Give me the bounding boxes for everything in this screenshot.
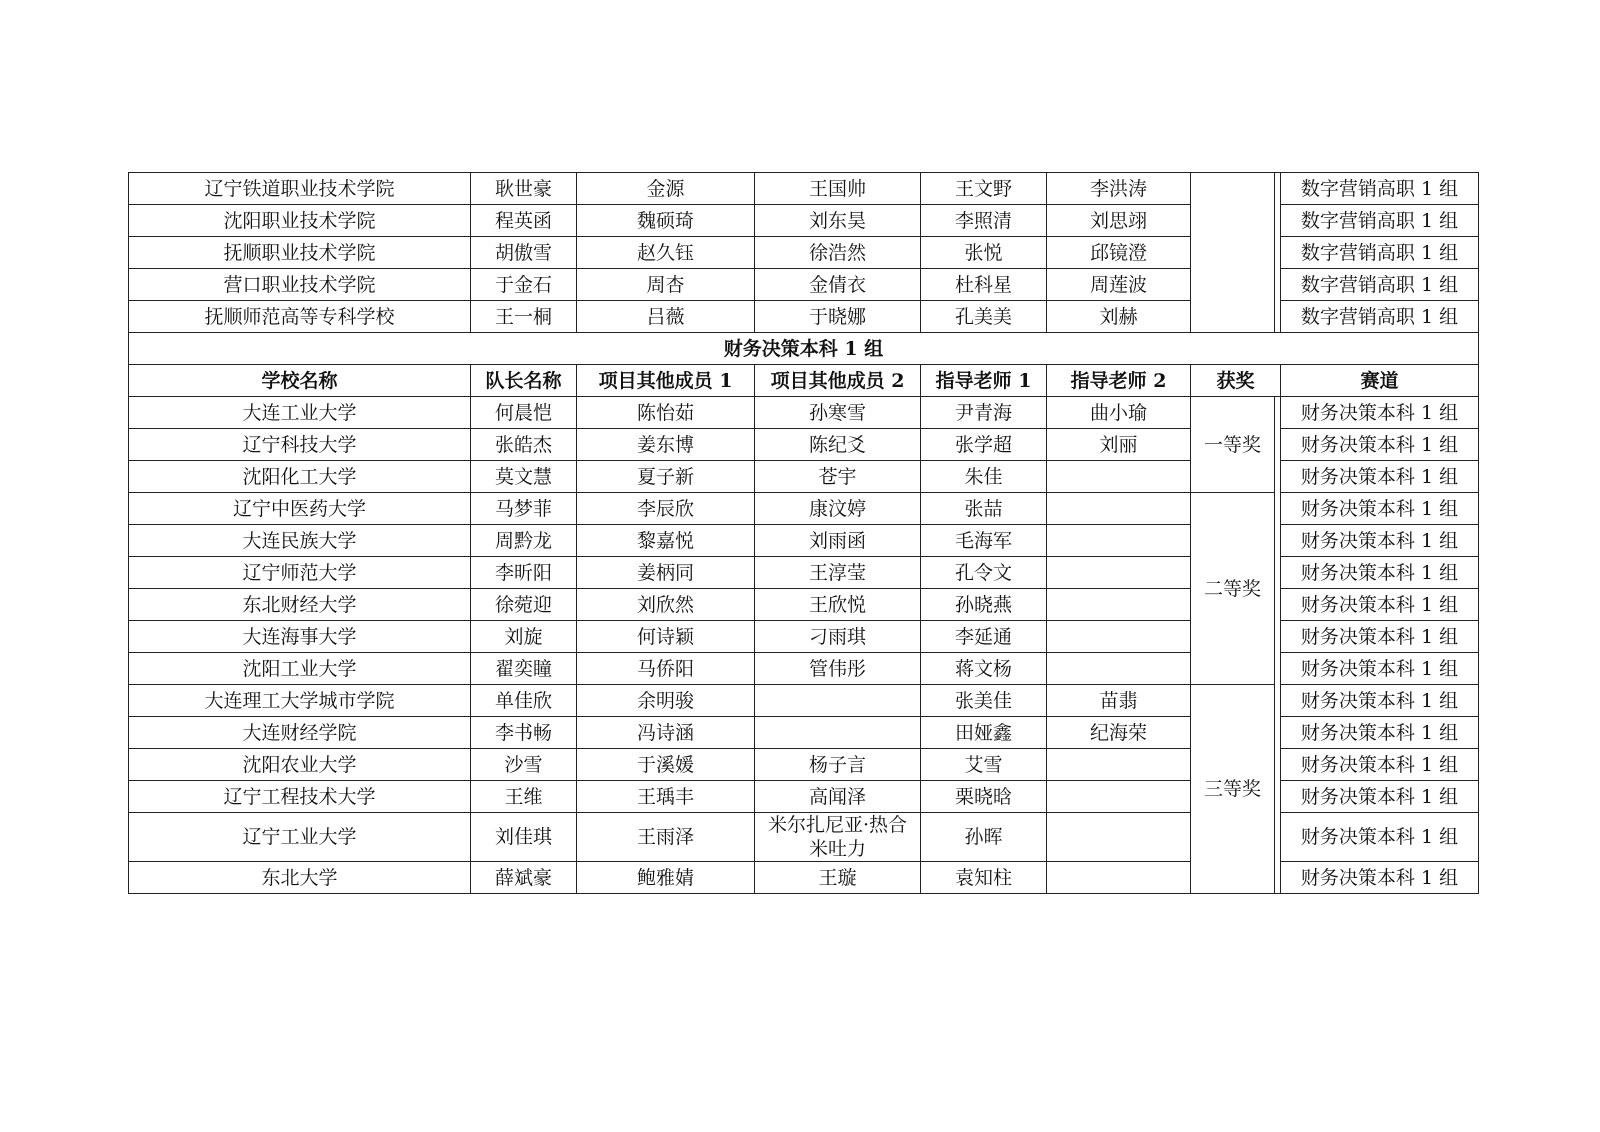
award-second-cell: 二等奖 (1191, 493, 1275, 685)
captain-cell: 何晨恺 (471, 397, 577, 429)
advisor2-cell: 苗翡 (1047, 685, 1191, 717)
member2-cell: 管伟彤 (755, 653, 921, 685)
member2-cell: 王欣悦 (755, 589, 921, 621)
captain-cell: 莫文慧 (471, 461, 577, 493)
advisor2-cell (1047, 862, 1191, 894)
advisor2-cell (1047, 557, 1191, 589)
captain-cell: 李昕阳 (471, 557, 577, 589)
advisor1-cell: 孙晓燕 (921, 589, 1047, 621)
header-member2: 项目其他成员 2 (755, 365, 921, 397)
member2-cell: 王国帅 (755, 173, 921, 205)
track-cell: 财务决策本科 1 组 (1281, 653, 1479, 685)
advisor2-cell (1047, 589, 1191, 621)
advisor1-cell: 田娅鑫 (921, 717, 1047, 749)
school-cell: 大连财经学院 (129, 717, 471, 749)
advisor1-cell: 孙晖 (921, 813, 1047, 862)
school-cell: 辽宁工业大学 (129, 813, 471, 862)
school-cell: 东北大学 (129, 862, 471, 894)
member2-cell (755, 717, 921, 749)
track-cell: 财务决策本科 1 组 (1281, 749, 1479, 781)
advisor2-cell (1047, 781, 1191, 813)
captain-cell: 耿世豪 (471, 173, 577, 205)
school-cell: 辽宁师范大学 (129, 557, 471, 589)
captain-cell: 胡傲雪 (471, 237, 577, 269)
member1-cell: 冯诗涵 (577, 717, 755, 749)
header-advisor1: 指导老师 1 (921, 365, 1047, 397)
track-cell: 数字营销高职 1 组 (1281, 205, 1479, 237)
member2-cell: 高闻泽 (755, 781, 921, 813)
captain-cell: 单佳欣 (471, 685, 577, 717)
track-cell: 财务决策本科 1 组 (1281, 557, 1479, 589)
advisor1-cell: 李照清 (921, 205, 1047, 237)
member2-cell: 刘东昊 (755, 205, 921, 237)
table-row (129, 173, 1479, 205)
captain-cell: 张皓杰 (471, 429, 577, 461)
advisor1-cell: 张悦 (921, 237, 1047, 269)
advisor2-cell: 刘思翊 (1047, 205, 1191, 237)
track-cell: 财务决策本科 1 组 (1281, 781, 1479, 813)
advisor1-cell: 毛海军 (921, 525, 1047, 557)
school-cell: 抚顺师范高等专科学校 (129, 301, 471, 333)
advisor2-cell (1047, 461, 1191, 493)
school-cell: 辽宁工程技术大学 (129, 781, 471, 813)
table-row (129, 397, 1479, 429)
member2-cell: 米尔扎尼亚·热合米吐力 (755, 813, 921, 862)
advisor1-cell: 孔美美 (921, 301, 1047, 333)
advisor1-cell: 栗晓晗 (921, 781, 1047, 813)
track-cell: 数字营销高职 1 组 (1281, 237, 1479, 269)
advisor1-cell: 张喆 (921, 493, 1047, 525)
track-cell: 数字营销高职 1 组 (1281, 269, 1479, 301)
award-cell (1191, 173, 1275, 333)
track-cell: 财务决策本科 1 组 (1281, 813, 1479, 862)
school-cell: 东北财经大学 (129, 589, 471, 621)
track-cell: 数字营销高职 1 组 (1281, 173, 1479, 205)
track-cell: 财务决策本科 1 组 (1281, 429, 1479, 461)
advisor2-cell: 刘丽 (1047, 429, 1191, 461)
member2-cell: 王淳莹 (755, 557, 921, 589)
captain-cell: 马梦菲 (471, 493, 577, 525)
school-cell: 营口职业技术学院 (129, 269, 471, 301)
captain-cell: 程英函 (471, 205, 577, 237)
track-cell: 财务决策本科 1 组 (1281, 493, 1479, 525)
track-cell: 数字营销高职 1 组 (1281, 301, 1479, 333)
member1-cell: 姜柄同 (577, 557, 755, 589)
captain-cell: 李书畅 (471, 717, 577, 749)
track-cell: 财务决策本科 1 组 (1281, 397, 1479, 429)
advisor2-cell: 纪海荣 (1047, 717, 1191, 749)
member2-cell: 王璇 (755, 862, 921, 894)
school-cell: 辽宁中医药大学 (129, 493, 471, 525)
school-cell: 沈阳职业技术学院 (129, 205, 471, 237)
captain-cell: 薛斌豪 (471, 862, 577, 894)
advisor1-cell: 艾雪 (921, 749, 1047, 781)
member2-cell: 陈纪爻 (755, 429, 921, 461)
advisor2-cell (1047, 493, 1191, 525)
school-cell: 辽宁科技大学 (129, 429, 471, 461)
track-cell: 财务决策本科 1 组 (1281, 717, 1479, 749)
awards-table (128, 172, 1479, 894)
advisor2-cell (1047, 525, 1191, 557)
advisor2-cell (1047, 813, 1191, 862)
header-award: 获奖 (1191, 365, 1281, 397)
advisor2-cell (1047, 653, 1191, 685)
advisor2-cell: 李洪涛 (1047, 173, 1191, 205)
captain-cell: 刘佳琪 (471, 813, 577, 862)
captain-cell: 沙雪 (471, 749, 577, 781)
header-captain: 队长名称 (471, 365, 577, 397)
track-cell: 财务决策本科 1 组 (1281, 589, 1479, 621)
advisor1-cell: 蒋文杨 (921, 653, 1047, 685)
school-cell: 辽宁铁道职业技术学院 (129, 173, 471, 205)
advisor2-cell: 周莲波 (1047, 269, 1191, 301)
member2-cell: 刁雨琪 (755, 621, 921, 653)
advisor2-cell: 邱镜澄 (1047, 237, 1191, 269)
member2-cell: 苍宇 (755, 461, 921, 493)
school-cell: 大连工业大学 (129, 397, 471, 429)
member1-cell: 刘欣然 (577, 589, 755, 621)
school-cell: 沈阳工业大学 (129, 653, 471, 685)
member1-cell: 周杏 (577, 269, 755, 301)
captain-cell: 刘旋 (471, 621, 577, 653)
member1-cell: 吕薇 (577, 301, 755, 333)
track-cell: 财务决策本科 1 组 (1281, 685, 1479, 717)
header-member1: 项目其他成员 1 (577, 365, 755, 397)
section-title: 财务决策本科 1 组 (129, 333, 1479, 365)
header-track: 赛道 (1281, 365, 1479, 397)
table-header-row (129, 365, 1479, 397)
member1-cell: 黎嘉悦 (577, 525, 755, 557)
track-cell: 财务决策本科 1 组 (1281, 621, 1479, 653)
captain-cell: 王维 (471, 781, 577, 813)
captain-cell: 徐菀迎 (471, 589, 577, 621)
captain-cell: 于金石 (471, 269, 577, 301)
school-cell: 大连海事大学 (129, 621, 471, 653)
school-cell: 沈阳化工大学 (129, 461, 471, 493)
school-cell: 沈阳农业大学 (129, 749, 471, 781)
advisor1-cell: 李延通 (921, 621, 1047, 653)
member1-cell: 余明骏 (577, 685, 755, 717)
captain-cell: 周黔龙 (471, 525, 577, 557)
member1-cell: 姜东博 (577, 429, 755, 461)
section-title-row (129, 333, 1479, 365)
member2-cell: 于晓娜 (755, 301, 921, 333)
school-cell: 大连民族大学 (129, 525, 471, 557)
member2-cell: 康汶婷 (755, 493, 921, 525)
advisor2-cell: 刘赫 (1047, 301, 1191, 333)
member1-cell: 马侨阳 (577, 653, 755, 685)
member2-cell: 金倩衣 (755, 269, 921, 301)
captain-cell: 翟奕瞳 (471, 653, 577, 685)
award-first-cell: 一等奖 (1191, 397, 1275, 493)
member2-cell: 徐浩然 (755, 237, 921, 269)
school-cell: 抚顺职业技术学院 (129, 237, 471, 269)
header-school: 学校名称 (129, 365, 471, 397)
track-cell: 财务决策本科 1 组 (1281, 525, 1479, 557)
advisor1-cell: 张学超 (921, 429, 1047, 461)
member1-cell: 王雨泽 (577, 813, 755, 862)
member1-cell: 金源 (577, 173, 755, 205)
member1-cell: 鲍雅婧 (577, 862, 755, 894)
school-cell: 大连理工大学城市学院 (129, 685, 471, 717)
member1-cell: 于溪媛 (577, 749, 755, 781)
award-third-cell: 三等奖 (1191, 685, 1275, 894)
member1-cell: 夏子新 (577, 461, 755, 493)
member1-cell: 魏硕琦 (577, 205, 755, 237)
member1-cell: 王瑀丰 (577, 781, 755, 813)
track-cell: 财务决策本科 1 组 (1281, 862, 1479, 894)
advisor1-cell: 尹青海 (921, 397, 1047, 429)
header-advisor2: 指导老师 2 (1047, 365, 1191, 397)
member1-cell: 赵久钰 (577, 237, 755, 269)
member1-cell: 李辰欣 (577, 493, 755, 525)
advisor1-cell: 袁知柱 (921, 862, 1047, 894)
advisor1-cell: 王文野 (921, 173, 1047, 205)
member2-cell: 孙寒雪 (755, 397, 921, 429)
captain-cell: 王一桐 (471, 301, 577, 333)
advisor1-cell: 孔令文 (921, 557, 1047, 589)
advisor1-cell: 朱佳 (921, 461, 1047, 493)
member1-cell: 陈怡茹 (577, 397, 755, 429)
advisor2-cell (1047, 621, 1191, 653)
advisor1-cell: 张美佳 (921, 685, 1047, 717)
member2-cell: 杨子言 (755, 749, 921, 781)
member2-cell (755, 685, 921, 717)
member1-cell: 何诗颖 (577, 621, 755, 653)
track-cell: 财务决策本科 1 组 (1281, 461, 1479, 493)
advisor2-cell (1047, 749, 1191, 781)
advisor2-cell: 曲小瑜 (1047, 397, 1191, 429)
member2-cell: 刘雨函 (755, 525, 921, 557)
advisor1-cell: 杜科星 (921, 269, 1047, 301)
